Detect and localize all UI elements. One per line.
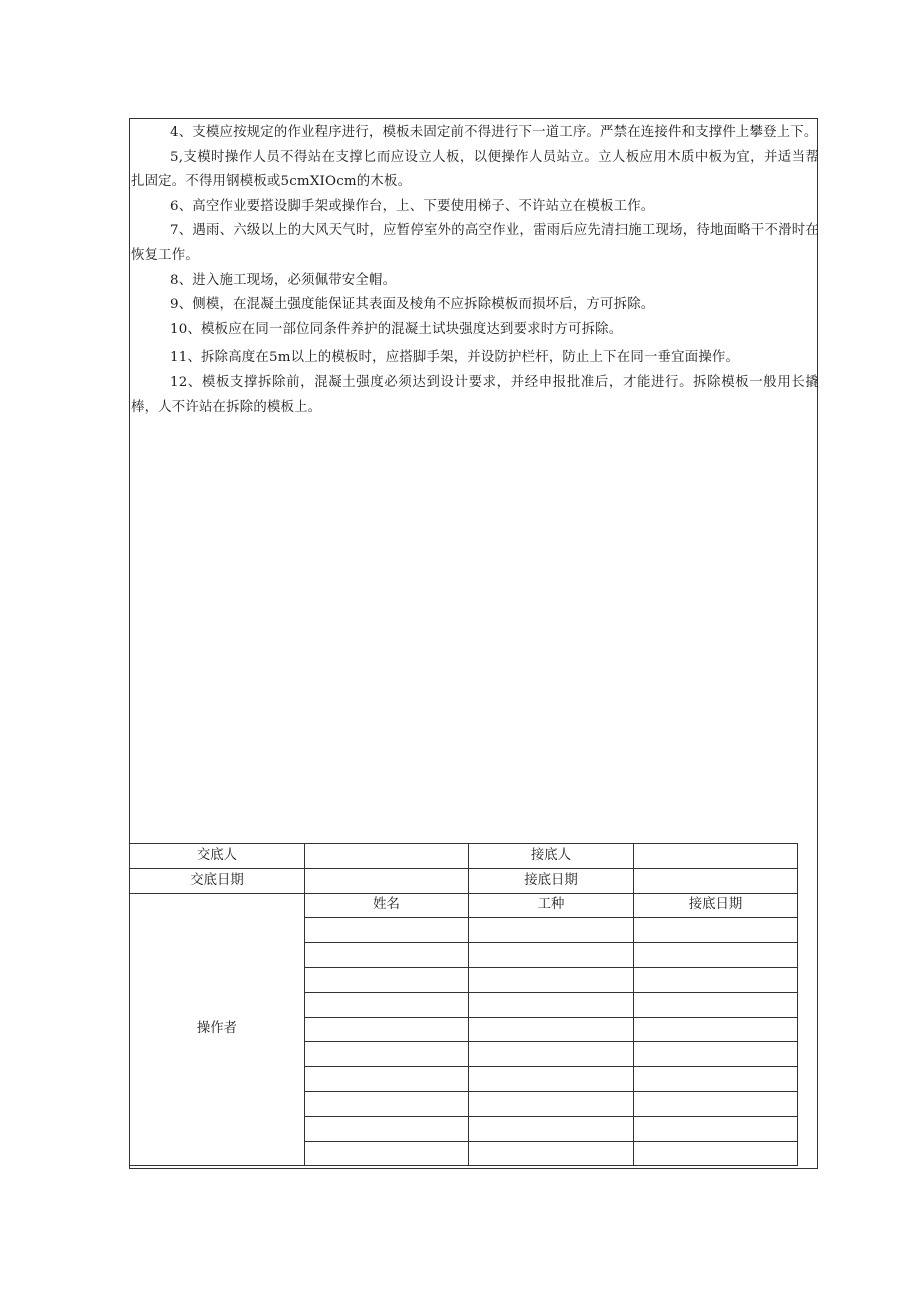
receiver-field[interactable]: [634, 844, 798, 869]
operator-name-cell[interactable]: [305, 967, 469, 992]
paragraph-4: 4、支模应按规定的作业程序进行，模板未固定前不得进行下一道工序。严禁在连接件和支撑件上攀登上下。: [170, 125, 818, 140]
operator-trade-cell[interactable]: [469, 918, 634, 943]
operator-name-cell[interactable]: [305, 1067, 469, 1092]
paragraph-5: 5,支模时操作人员不得站在支撑匕而应设立人板，以便操作人员站立。立人板应用木质中板为宜，并适当帮扎固定。不得用钢模板或5cmXIOcm的木板。: [131, 149, 819, 190]
operator-date-cell[interactable]: [634, 1067, 798, 1092]
operator-trade-cell[interactable]: [469, 1141, 634, 1166]
paragraph-6: 6、高空作业要搭设脚手架或操作台，上、下要使用梯子、不许站立在模板工作。: [170, 198, 655, 214]
operator-trade-cell[interactable]: [469, 992, 634, 1017]
operator-date-cell[interactable]: [634, 1141, 798, 1166]
document-frame: [129, 118, 818, 1169]
paragraph-7: 7、遇雨、六级以上的大风天气时，应暂停室外的高空作业，雷雨后应先清扫施工现场，待地面略干不滑时在恢复工作。: [131, 223, 819, 263]
operator-trade-cell[interactable]: [469, 943, 634, 968]
operator-date-cell[interactable]: [634, 1091, 798, 1116]
paragraph-10: 10、模板应在同一部位同条件养护的混凝土试块强度达到要求时方可拆除。: [170, 321, 623, 337]
operator-name-cell[interactable]: [305, 1017, 469, 1042]
disclose-date-label: 交底日期: [130, 868, 305, 893]
date-row: [130, 868, 798, 893]
operator-date-cell[interactable]: [634, 918, 798, 943]
paragraph-8: 8、进入施工现场，必须佩带安全帽。: [170, 272, 397, 288]
operator-name-cell[interactable]: [305, 943, 469, 968]
operator-header-row: [130, 893, 798, 918]
safety-instructions: [130, 119, 819, 420]
column-header-receive-date: 接底日期: [634, 893, 798, 918]
column-header-name: 姓名: [305, 893, 469, 918]
receive-date-field[interactable]: [634, 868, 798, 893]
disclose-date-field[interactable]: [305, 868, 469, 893]
operator-trade-cell[interactable]: [469, 1042, 634, 1067]
operator-trade-cell[interactable]: [469, 1116, 634, 1141]
operator-name-cell[interactable]: [305, 1116, 469, 1141]
operator-label: 操作者: [130, 893, 305, 1166]
paragraph-11: 11、拆除高度在5m以上的模板时，应搭脚手架，并设防护栏杆，防止上下在同一垂宜面操作。: [170, 350, 740, 366]
operator-trade-cell[interactable]: [469, 967, 634, 992]
operator-trade-cell[interactable]: [469, 1017, 634, 1042]
paragraph-9: 9、侧模，在混凝土强度能保证其表面及棱角不应拆除模板而损坏后，方可拆除。: [170, 297, 655, 313]
discloser-label: 交底人: [130, 844, 305, 869]
operator-name-cell[interactable]: [305, 1141, 469, 1166]
operator-name-cell[interactable]: [305, 918, 469, 943]
operator-name-cell[interactable]: [305, 1091, 469, 1116]
operator-date-cell[interactable]: [634, 1042, 798, 1067]
sign-off-table: [129, 843, 798, 1166]
operator-date-cell[interactable]: [634, 943, 798, 968]
operator-name-cell[interactable]: [305, 1042, 469, 1067]
discloser-field[interactable]: [305, 844, 469, 869]
operator-trade-cell[interactable]: [469, 1067, 634, 1092]
operator-date-cell[interactable]: [634, 1017, 798, 1042]
operator-date-cell[interactable]: [634, 967, 798, 992]
operator-date-cell[interactable]: [634, 992, 798, 1017]
paragraph-12: 12、模板支撑拆除前，混凝土强度必须达到设计要求，并经申报批准后，才能进行。拆除模板一般用长撬棒，人不许站在拆除的模板上。: [131, 374, 819, 415]
operator-name-cell[interactable]: [305, 992, 469, 1017]
discloser-row: [130, 844, 798, 869]
operator-trade-cell[interactable]: [469, 1091, 634, 1116]
operator-date-cell[interactable]: [634, 1116, 798, 1141]
receiver-label: 接底人: [469, 844, 634, 869]
receive-date-label: 接底日期: [469, 868, 634, 893]
column-header-trade: 工种: [469, 893, 634, 918]
